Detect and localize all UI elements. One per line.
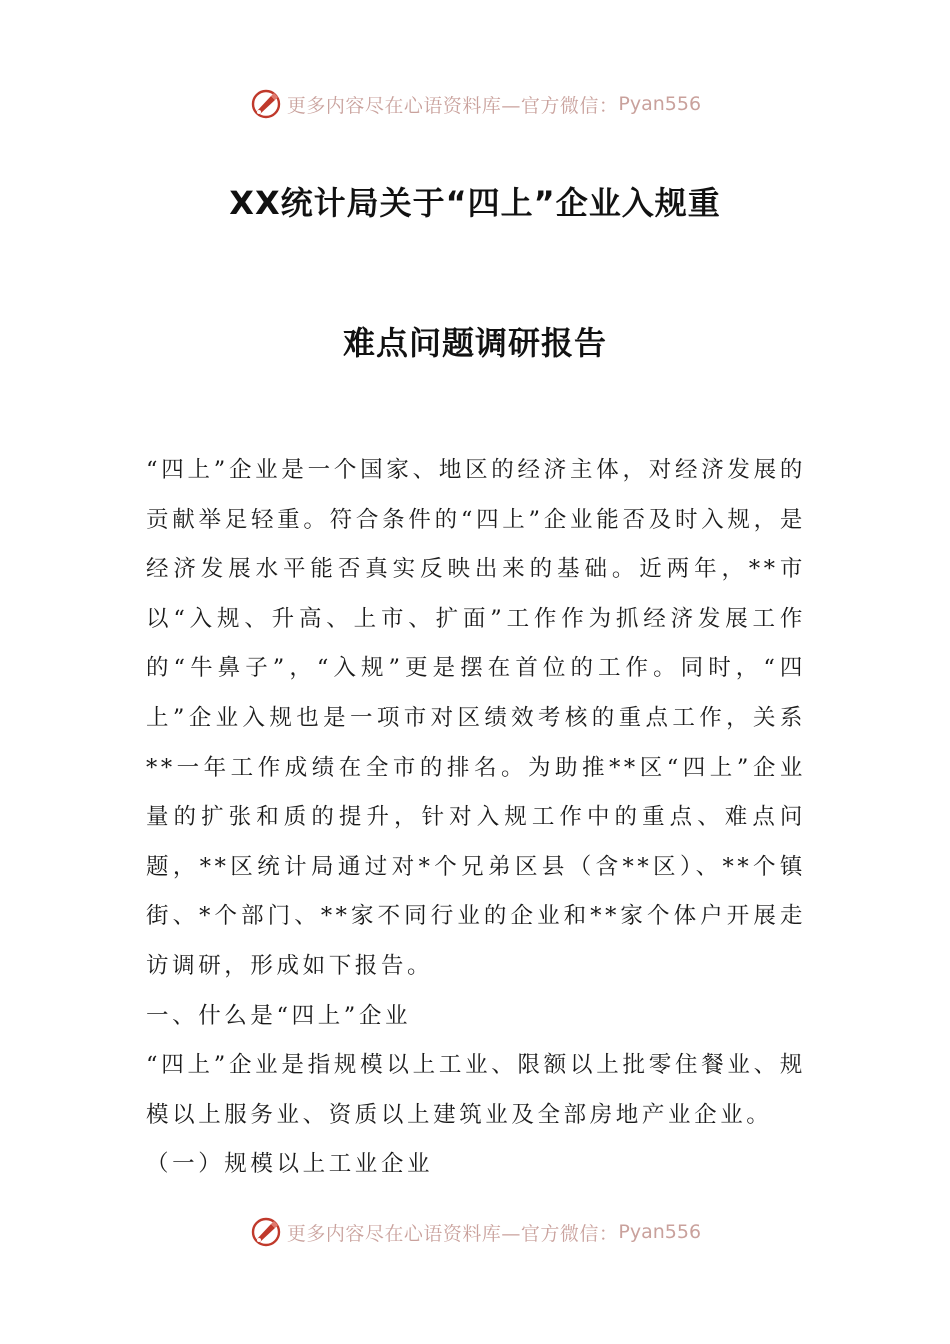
watermark-text: 更多内容尽在心语资料库—官方微信： [286, 94, 619, 117]
watermark-text: 更多内容尽在心语资料库—官方微信： [286, 1222, 619, 1245]
footer-watermark [0, 1212, 950, 1252]
document-title-line2: 难点问题调研报告 [342, 324, 607, 362]
definition-paragraph: “四上”企业是指规模以上工业、限额以上批零住餐业、规模以上服务业、资质以上建筑业及全部房地产业企业。 [146, 1052, 806, 1128]
pen-logo-icon [249, 1215, 283, 1249]
section-heading-1: 一、什么是“四上”企业 [146, 1002, 412, 1029]
pen-logo-icon [249, 87, 283, 121]
document-body [146, 446, 806, 1190]
intro-paragraph: “四上”企业是一个国家、地区的经济主体，对经济发展的贡献举足轻重。符合条件的“四上”企业能否及时入规，是经济发展水平能否真实反映出来的基础。近两年，**市以“入规、升高、上市、扩面”工作作为抓经济发展工作的“牛鼻子”，“入规”更是摆在首位的工作。同时，“四上”企业入规也是一项市对区绩效考核的重点工作，关系**一年工作成绩在全市的排名。为助推**区“四上”企业量的扩张和质的提升，针对入规工作中的重点、难点问题，**区统计局通过对*个兄弟区县（含**区）、**个镇街、*个部门、**家不同行业的企业和**家个体户开展走访调研，形成如下报告。 [146, 457, 806, 979]
watermark-contact: Pyan556 [618, 93, 702, 115]
header-watermark [0, 84, 950, 124]
watermark-contact: Pyan556 [618, 1221, 702, 1243]
subsection-heading-1: （一）规模以上工业企业 [146, 1151, 434, 1178]
document-title-line1: XX统计局关于“四上”企业入规重 [229, 184, 721, 222]
